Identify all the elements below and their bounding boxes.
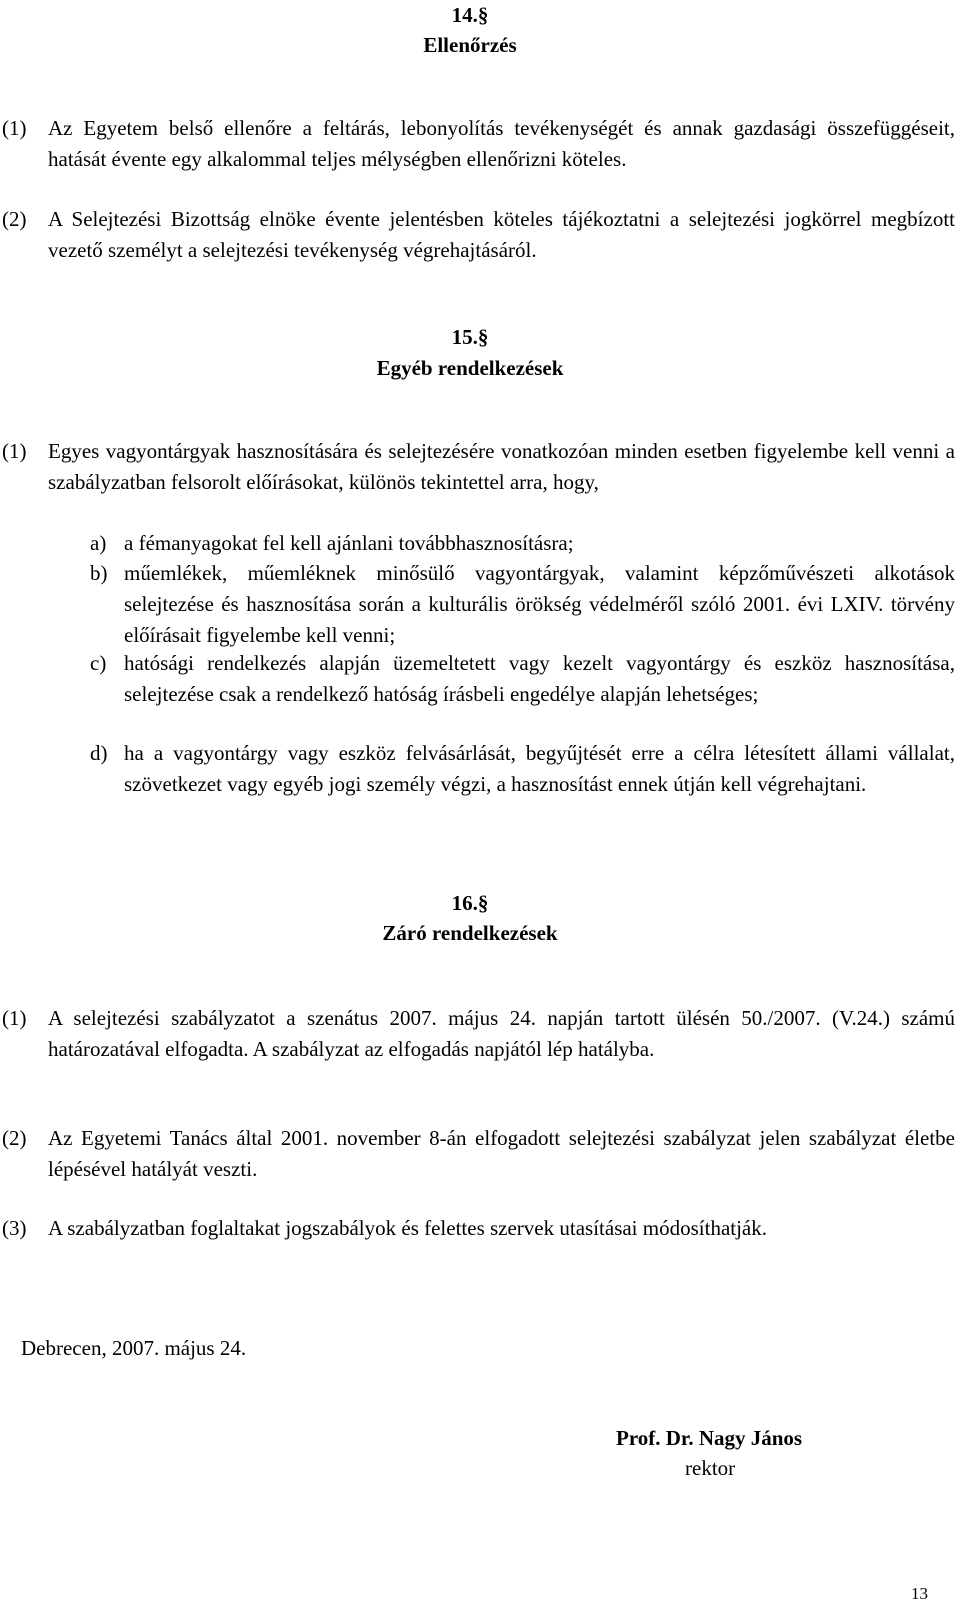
- list-item-c: [0, 648, 955, 710]
- paragraph-text: A Selejtezési Bizottság elnöke évente jelentésben köteles tájékoztatni a selejtezési jogkörrel megbízott vezető személyt a selejtezési tevékenység végrehajtásáról.: [48, 207, 955, 262]
- list-item-label: d): [90, 741, 108, 765]
- section-16-paragraph-1: [0, 1003, 955, 1065]
- paragraph-number: (2): [2, 207, 27, 231]
- list-item-label: c): [90, 651, 107, 675]
- section-16-number: 16.§: [451, 891, 489, 915]
- list-item-text: a fémanyagokat fel kell ajánlani továbbhasznosításra;: [124, 531, 574, 555]
- paragraph-number: (1): [2, 439, 27, 463]
- signer-title: rektor: [685, 1456, 736, 1480]
- section-15-paragraph-1: [0, 436, 955, 498]
- paragraph-number: (2): [2, 1126, 27, 1150]
- paragraph-text: Egyes vagyontárgyak hasznosítására és selejtezésére vonatkozóan minden esetben figyelembe kell venni a szabályzatban felsorolt előírásokat, különös tekintettel arra, hogy,: [48, 439, 955, 494]
- list-item-text: ha a vagyontárgy vagy eszköz felvásárlását, begyűjtését erre a célra létesített állami vállalat, szövetkezet vagy egyéb jogi személy végzi, a hasznosítást ennek útján kell végrehajtani.: [124, 741, 955, 796]
- paragraph-number: (3): [2, 1216, 27, 1240]
- section-16-title: Záró rendelkezések: [382, 921, 558, 945]
- section-16-paragraph-2: [0, 1123, 955, 1185]
- section-15-title: Egyéb rendelkezések: [376, 356, 564, 380]
- section-14-title: Ellenőrzés: [423, 33, 517, 57]
- paragraph-number: (1): [2, 1006, 27, 1030]
- paragraph-text: A szabályzatban foglaltakat jogszabályok és felettes szervek utasításai módosíthatják.: [48, 1216, 768, 1240]
- paragraph-text: A selejtezési szabályzatot a szenátus 2007. május 24. napján tartott ülésén 50./2007. (V.24.) számú határozatával elfogadta. A szabályzat az elfogadás napjától lép hatályba.: [48, 1006, 955, 1061]
- section-14-paragraph-1: [0, 113, 955, 175]
- paragraph-text: Az Egyetemi Tanács által 2001. november 8-án elfogadott selejtezési szabályzat jelen szabályzat életbe lépésével hatályát veszti.: [48, 1126, 955, 1181]
- section-14-number: 14.§: [451, 3, 489, 27]
- section-14-paragraph-2: [0, 204, 955, 266]
- paragraph-number: (1): [2, 116, 27, 140]
- list-item-text: hatósági rendelkezés alapján üzemeltetett vagy kezelt vagyontárgy és eszköz hasznosítása, selejtezése csak a rendelkező hatóság írásbeli engedélye alapján lehetséges;: [124, 651, 955, 706]
- list-item-a: [0, 528, 955, 559]
- paragraph-text: Az Egyetem belső ellenőre a feltárás, lebonyolítás tevékenységét és annak gazdasági összefüggéseit, hatását évente egy alkalommal teljes mélységben ellenőrizni köteles.: [48, 116, 955, 171]
- list-item-d: [0, 738, 955, 800]
- list-item-label: b): [90, 561, 108, 585]
- section-15-number: 15.§: [451, 325, 489, 349]
- page-number: 13: [911, 1584, 928, 1603]
- list-item-label: a): [90, 531, 107, 555]
- list-item-text: műemlékek, műemléknek minősülő vagyontárgyak, valamint képzőművészeti alkotások selejtezése és hasznosítása során a kulturális örökség védelméről szóló 2001. évi LXIV. törvény előírásait figyelembe kell venni;: [124, 561, 955, 647]
- place-and-date: Debrecen, 2007. május 24.: [21, 1336, 247, 1360]
- section-16-paragraph-3: [0, 1213, 955, 1244]
- signer-name: Prof. Dr. Nagy János: [616, 1426, 803, 1450]
- list-item-b: [0, 558, 955, 651]
